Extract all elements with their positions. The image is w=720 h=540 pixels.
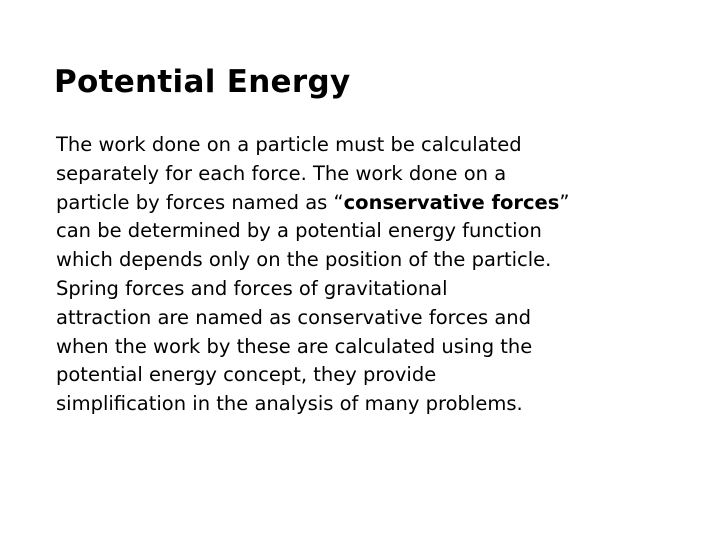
body-line-3-end: ” <box>559 190 570 214</box>
conservative-forces-term: conservative forces <box>343 190 560 214</box>
body-line-4: can be determined by a potential energy function <box>56 219 542 243</box>
body-line-10: simplification in the analysis of many problems. <box>56 392 523 416</box>
body-line-3-start: particle by forces named as “ <box>56 190 344 214</box>
body-line-1: The work done on a particle must be calculated <box>56 133 522 156</box>
body-line-9: potential energy concept, they provide <box>56 363 437 387</box>
body-line-5: which depends only on the position of the particle. <box>56 248 552 272</box>
body-line-7: attraction are named as conservative forces and <box>56 305 532 329</box>
body-line-6: Spring forces and forces of gravitational <box>56 276 448 300</box>
body-line-3 <box>56 189 696 218</box>
slide-title: Potential Energy <box>54 64 351 100</box>
slide-body-text <box>56 131 696 419</box>
body-line-8: when the work by these are calculated using the <box>56 334 533 358</box>
body-line-2: separately for each force. The work done on a <box>56 161 507 185</box>
